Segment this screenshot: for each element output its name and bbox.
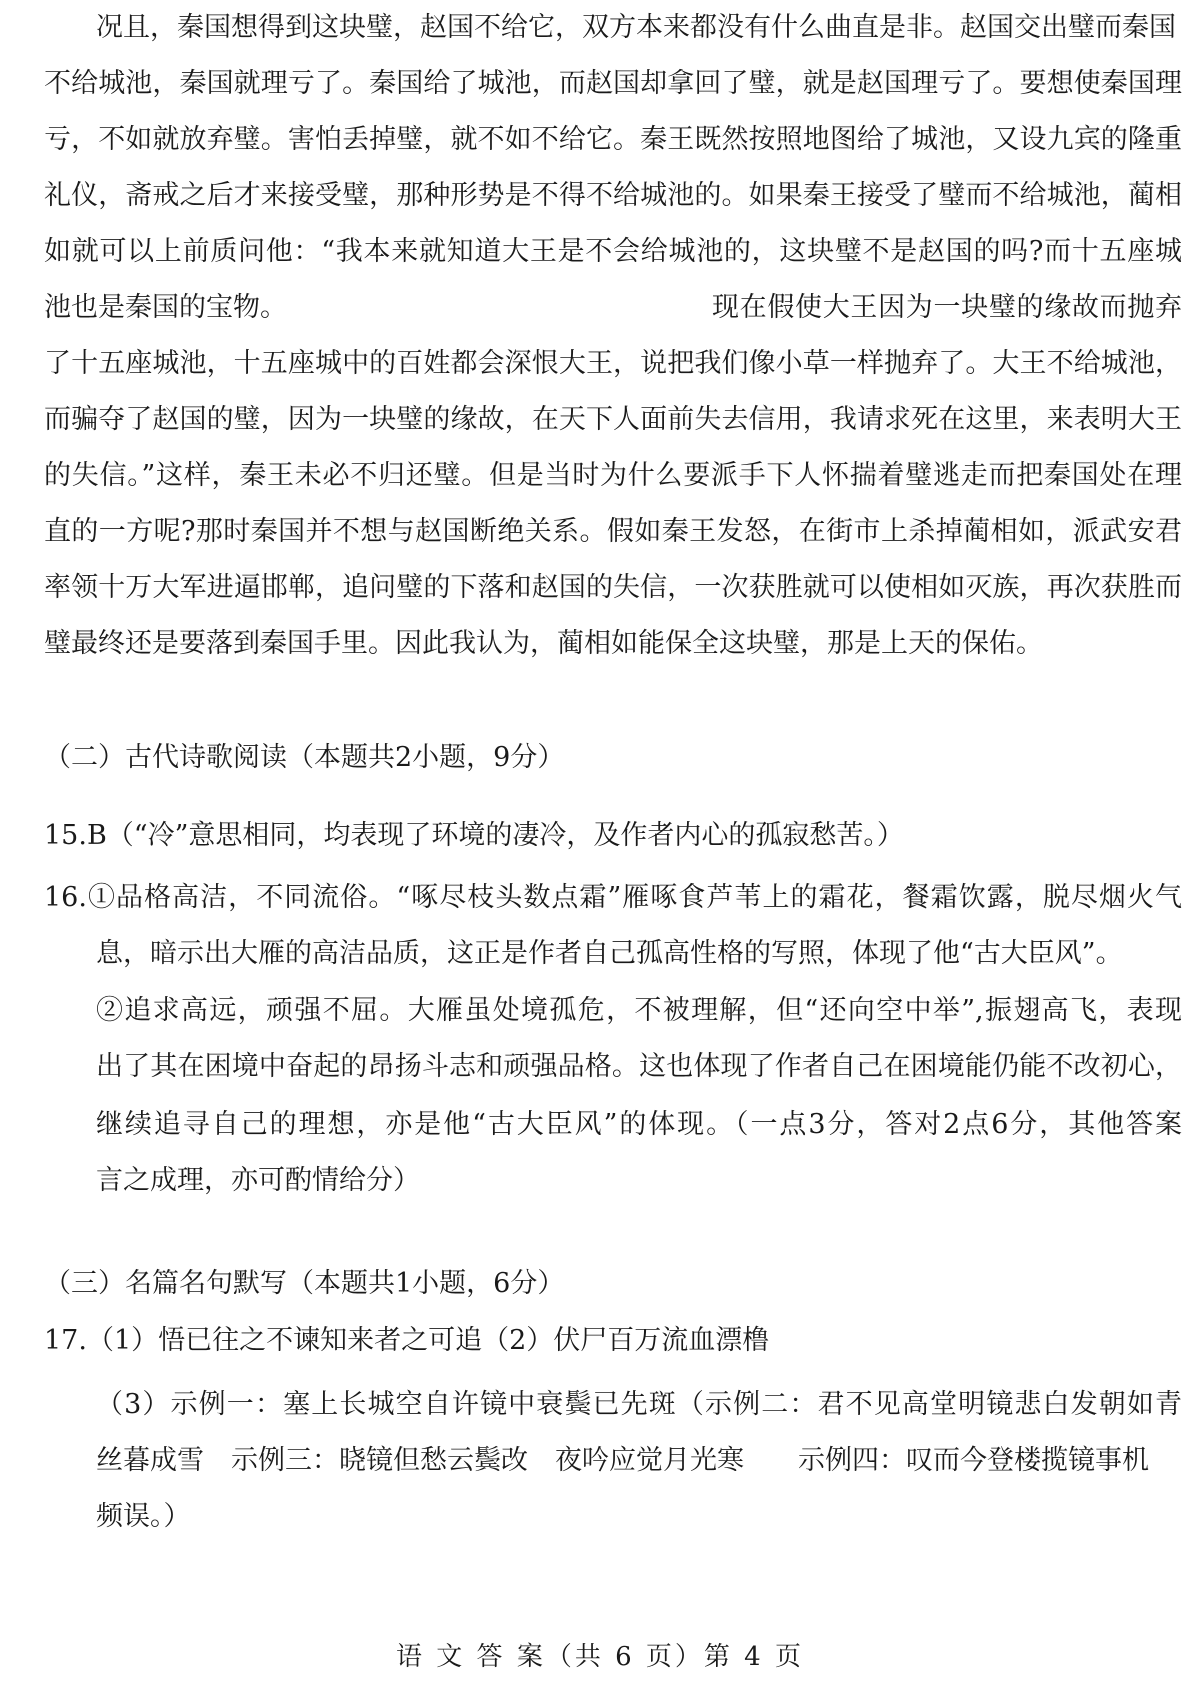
answer-16-line: ②追求高远，顽强不屈。大雁虽处境孤危，不被理解，但“还向空中举”,振翅高飞，表现 [96,995,1182,1026]
passage-line: 而骗夺了赵国的璧，因为一块璧的缘故，在天下人面前失去信用，我请求死在这里，来表明大王 [44,404,1182,435]
passage-line: 如就可以上前质问他：“我本来就知道大王是不会给城池的，这块璧不是赵国的吗?而十五座城 [44,236,1182,267]
section-heading-poetry: （二）古代诗歌阅读（本题共2小题，9分） [44,742,565,773]
passage-line: 了十五座城池，十五座城中的百姓都会深恨大王，说把我们像小草一样抛弃了。大王不给城池， [44,348,1182,379]
passage-line: 直的一方呢?那时秦国并不想与赵国断绝关系。假如秦王发怒，在街市上杀掉蔺相如，派武安君 [44,516,1182,547]
passage-line: 池也是秦国的宝物。 [44,292,287,323]
answer-15: 15.B（“冷”意思相同，均表现了环境的凄冷，及作者内心的孤寂愁苦。） [44,820,904,851]
answer-16-line: 出了其在困境中奋起的昂扬斗志和顽强品格。这也体现了作者自己在困境能仍能不改初心， [96,1051,1182,1082]
passage-line: 率领十万大军进逼邯郸，追问璧的下落和赵国的失信，一次获胜就可以使相如灭族，再次获胜而 [44,572,1182,603]
passage-line: 的失信。”这样，秦王未必不归还璧。但是当时为什么要派手下人怀揣着璧逃走而把秦国处在理 [44,460,1182,491]
answer-16-line: 16.①品格高洁，不同流俗。“啄尽枝头数点霜”雁啄食芦苇上的霜花，餐霜饮露，脱尽烟火气 [44,882,1182,913]
answer-16-line: 言之成理，亦可酌情给分） [96,1165,420,1196]
answer-17-line: （3）示例一：塞上长城空自许镜中衰鬓已先斑（示例二：君不见高堂明镜悲白发朝如青 [96,1389,1182,1420]
passage-line: 现在假使大王因为一块璧的缘故而抛弃 [712,292,1182,323]
answer-17-line: 频误。） [96,1501,191,1532]
passage-line: 礼仪，斋戒之后才来接受璧，那种形势是不得不给城池的。如果秦王接受了璧而不给城池，蔺相 [44,180,1182,211]
answer-16-line: 继续追寻自己的理想，亦是他“古大臣风”的体现。（一点3分，答对2点6分，其他答案 [96,1109,1182,1140]
passage-line: 不给城池，秦国就理亏了。秦国给了城池，而赵国却拿回了璧，就是赵国理亏了。要想使秦国理 [44,68,1182,99]
passage-line: 璧最终还是要落到秦国手里。因此我认为，蔺相如能保全这块璧，那是上天的保佑。 [44,628,1043,659]
passage-line: 况且，秦国想得到这块璧，赵国不给它，双方本来都没有什么曲直是非。赵国交出璧而秦国 [96,12,1176,43]
answer-17-line: 丝暮成雪 示例三：晓镜但愁云鬓改 夜吟应觉月光寒 示例四：叹而今登楼揽镜事机 [96,1445,1149,1476]
passage-line: 亏，不如就放弃璧。害怕丢掉璧，就不如不给它。秦王既然按照地图给了城池，又设九宾的隆重 [44,124,1182,155]
answer-16-line: 息，暗示出大雁的高洁品质，这正是作者自己孤高性格的写照，体现了他“古大臣风”。 [96,938,1123,969]
answer-17-line: 17.（1）悟已往之不谏知来者之可追（2）伏尸百万流血漂橹 [44,1325,770,1356]
section-heading-dictation: （三）名篇名句默写（本题共1小题，6分） [44,1268,565,1299]
page-footer: 语 文 答 案（共 6 页）第 4 页 [396,1642,804,1672]
